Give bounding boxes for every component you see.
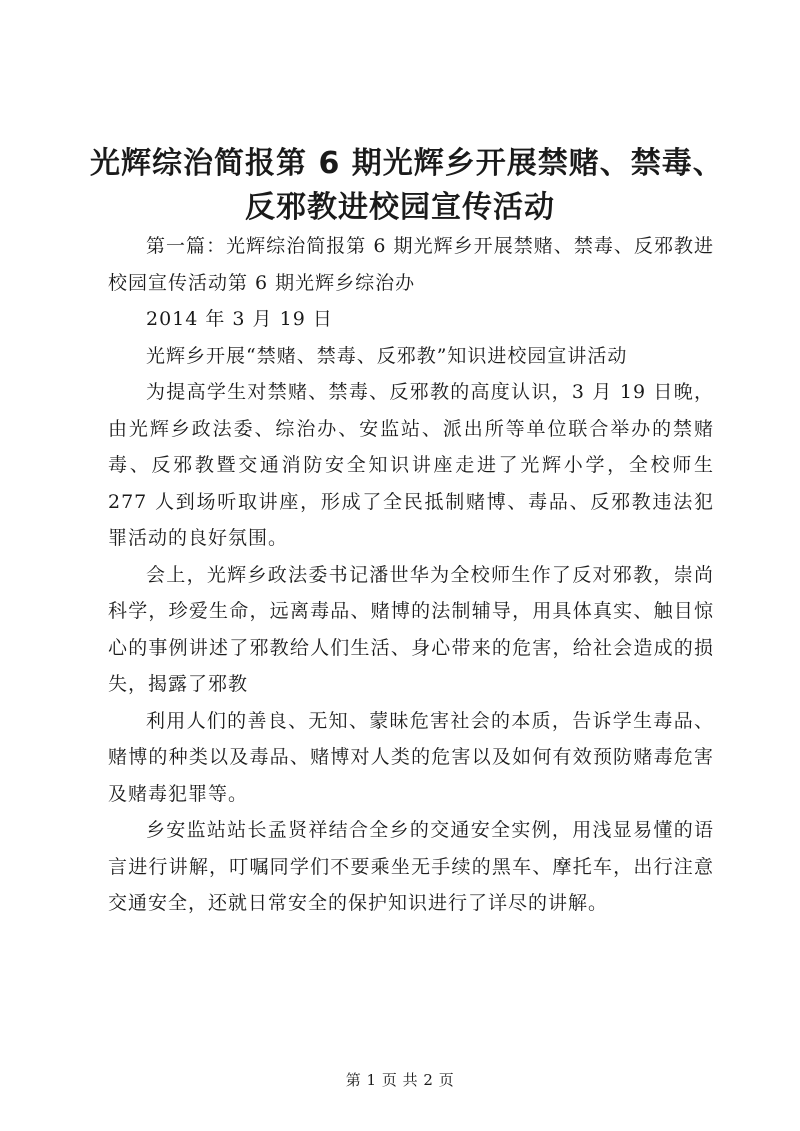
document-body [108,228,714,922]
paragraph-body-4: 乡安监站站长孟贤祥结合全乡的交通安全实例，用浅显易懂的语言进行讲解，叮嘱同学们不要乘坐无手续的黑车、摩托车，出行注意交通安全，还就日常安全的保护知识进行了详尽的讲解。 [108,819,714,914]
paragraph-intro: 第一篇：光辉综治简报第 6 期光辉乡开展禁赌、禁毒、反邪教进校园宣传活动第 6 期光辉乡综治办 [108,235,714,294]
document-title-line-2: 反邪教进校园宣传活动 [245,190,555,225]
paragraph-body-3: 利用人们的善良、无知、蒙昧危害社会的本质，告诉学生毒品、赌博的种类以及毒品、赌博对人类的危害以及如何有效预防赌毒危害及赌毒犯罪等。 [108,709,714,805]
page-footer: 第 1 页 共 2 页 [345,1071,455,1089]
paragraph-heading: 光辉乡开展“禁赌、禁毒、反邪教”知识进校园宣讲活动 [146,344,628,367]
document-title-line-1: 光辉综治简报第 6 期光辉乡开展禁赌、禁毒、 [90,146,724,181]
paragraph-date: 2014 年 3 月 19 日 [146,308,333,330]
paragraph-body-2: 会上，光辉乡政法委书记潘世华为全校师生作了反对邪教，崇尚科学，珍爱生命，远离毒品、赌博的法制辅导，用具体真实、触目惊心的事例讲述了邪教给人们生活、身心带来的危害，给社会造成的损失，揭露了邪教 [108,563,714,695]
document-title [90,142,724,230]
paragraph-body-1: 为提高学生对禁赌、禁毒、反邪教的高度认识，3 月 19 日晚，由光辉乡政法委、综治办、安监站、派出所等单位联合举办的禁赌毒、反邪教暨交通消防安全知识讲座走进了光辉小学，全校师生 277 人到场听取讲座，形成了全民抵制赌博、毒品、反邪教违法犯罪活动的良好氛围。 [108,381,714,549]
